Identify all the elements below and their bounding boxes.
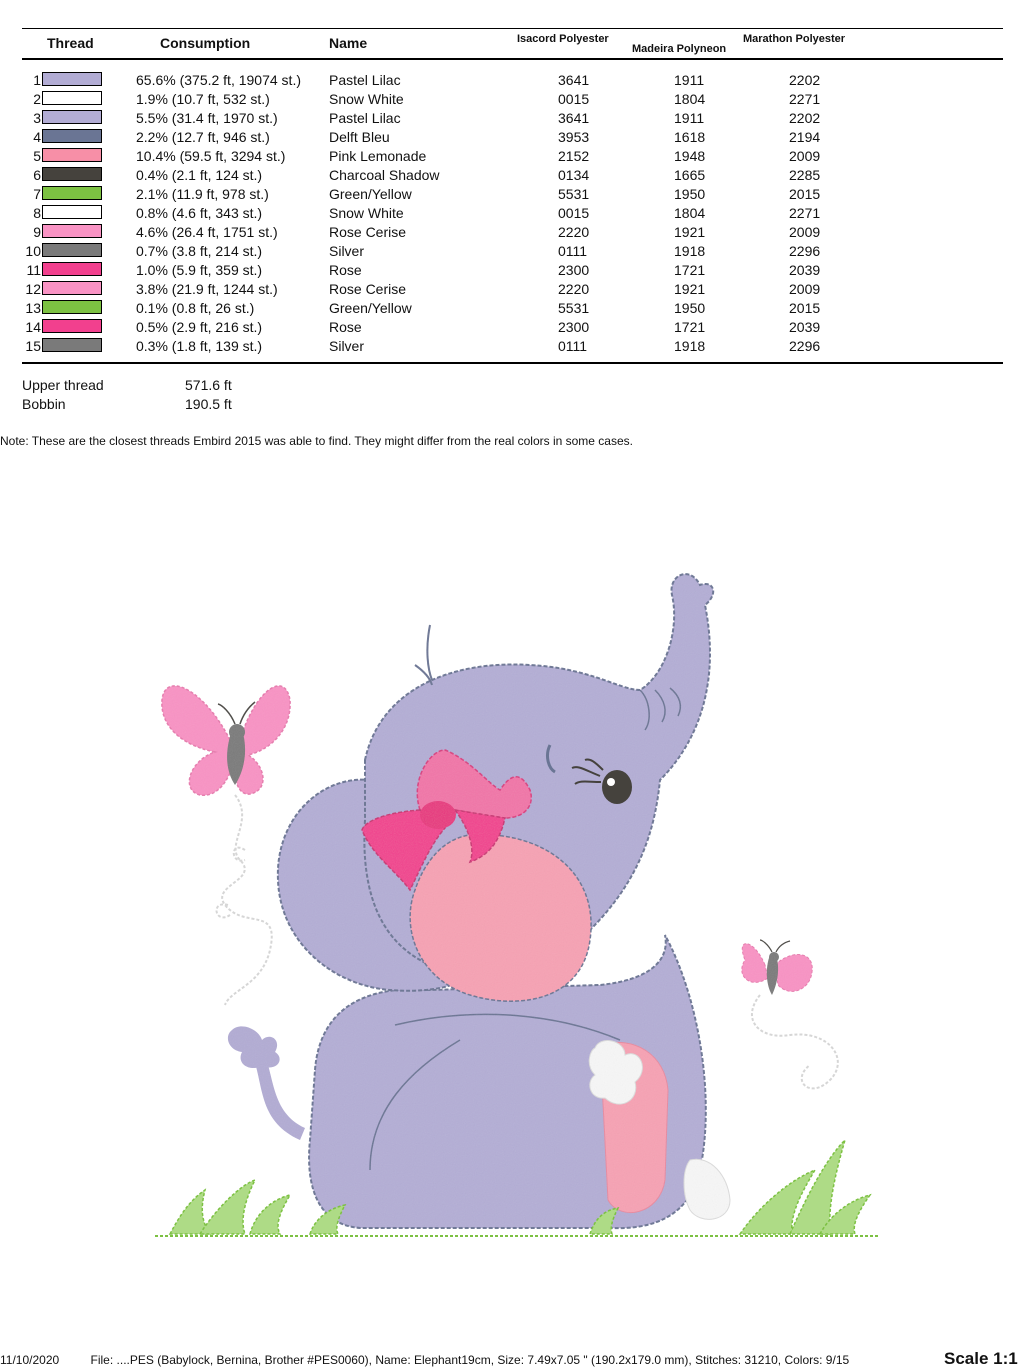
thread-color-swatch [42,262,102,276]
thread-number: 10 [25,243,41,259]
thread-consumption: 0.4% (2.1 ft, 124 st.) [136,167,263,183]
thread-consumption: 3.8% (21.9 ft, 1244 st.) [136,281,278,297]
table-row [22,89,1003,108]
thread-name: Snow White [329,205,404,221]
table-row [22,203,1003,222]
thread-name: Rose [329,319,362,335]
table-row [22,70,1003,89]
marathon-code: 2009 [789,224,821,240]
marathon-code: 2296 [789,338,821,354]
thread-color-swatch [42,300,102,314]
marathon-code: 2009 [789,148,821,164]
thread-name: Rose Cerise [329,281,407,297]
thread-number: 7 [33,186,41,202]
butterfly-right [742,940,812,995]
thread-consumption: 0.5% (2.9 ft, 216 st.) [136,319,263,335]
madeira-code: 1911 [674,110,705,126]
thread-number: 5 [33,148,41,164]
thread-color-swatch [42,167,102,181]
thread-consumption: 4.6% (26.4 ft, 1751 st.) [136,224,278,240]
madeira-code: 1618 [674,129,706,145]
marathon-code: 2285 [789,167,821,183]
marathon-code: 2296 [789,243,821,259]
butterfly-trail-left [216,795,271,1005]
isacord-code: 5531 [558,186,590,202]
col-header-marathon: Marathon Polyester [743,33,846,45]
upper-thread-label: Upper thread [22,377,104,393]
madeira-code: 1665 [674,167,706,183]
thread-number: 9 [33,224,41,240]
thread-color-swatch [42,205,102,219]
thread-color-swatch [42,129,102,143]
isacord-code: 0111 [558,243,588,259]
thread-consumption: 0.3% (1.8 ft, 139 st.) [136,338,263,354]
thread-number: 2 [33,91,41,107]
isacord-code: 3641 [558,72,590,88]
marathon-code: 2194 [789,129,821,145]
thread-color-swatch [42,110,102,124]
madeira-code: 1921 [674,281,706,297]
thread-name: Snow White [329,91,404,107]
isacord-code: 0111 [558,338,588,354]
thread-number: 12 [25,281,41,297]
table-row [22,127,1003,146]
bobbin-value: 190.5 ft [185,396,232,412]
isacord-code: 5531 [558,300,590,316]
madeira-code: 1804 [674,91,706,107]
thread-color-swatch [42,338,102,352]
col-header-consumption: Consumption [160,35,251,51]
footer-info [0,1353,849,1367]
marathon-code: 2039 [789,262,821,278]
thread-table [22,70,1003,355]
thread-consumption: 0.1% (0.8 ft, 26 st.) [136,300,255,316]
madeira-code: 1948 [674,148,706,164]
madeira-code: 1950 [674,186,706,202]
thread-color-swatch [42,319,102,333]
thread-number: 8 [33,205,41,221]
table-row [22,222,1003,241]
isacord-code: 2220 [558,281,590,297]
thread-name: Silver [329,243,365,259]
thread-number: 4 [33,129,41,145]
thread-color-swatch [42,91,102,105]
thread-color-swatch [42,281,102,295]
thread-name: Rose Cerise [329,224,407,240]
marathon-code: 2271 [789,205,821,221]
thread-consumption: 65.6% (375.2 ft, 19074 st.) [136,72,301,88]
marathon-code: 2009 [789,281,821,297]
thread-number: 13 [25,300,41,316]
butterfly-trail-right [752,995,838,1088]
isacord-code: 0015 [558,205,590,221]
thread-number: 11 [26,262,41,278]
thread-consumption: 1.9% (10.7 ft, 532 st.) [136,91,270,107]
table-row [22,317,1003,336]
thread-color-swatch [42,72,102,86]
thread-consumption: 0.7% (3.8 ft, 214 st.) [136,243,263,259]
thread-name: Delft Bleu [329,129,390,145]
thread-number: 3 [33,110,41,126]
bobbin-label: Bobbin [22,396,66,412]
col-header-name: Name [329,35,368,51]
thread-color-swatch [42,224,102,238]
madeira-code: 1918 [674,338,706,354]
isacord-code: 2300 [558,319,590,335]
thread-number: 15 [25,338,41,354]
madeira-code: 1721 [674,262,706,278]
madeira-code: 1804 [674,205,706,221]
table-row [22,184,1003,203]
isacord-code: 0015 [558,91,590,107]
thread-note: Note: These are the closest threads Embird 2015 was able to find. They might differ from the real colors in some cases. [0,434,633,448]
isacord-code: 3641 [558,110,590,126]
thread-color-swatch [42,148,102,162]
marathon-code: 2015 [789,186,821,202]
thread-number: 6 [33,167,41,183]
marathon-code: 2271 [789,91,821,107]
foot-pads [589,1041,730,1220]
isacord-code: 2152 [558,148,590,164]
col-header-thread: Thread [47,35,94,51]
upper-thread-value: 571.6 ft [185,377,232,393]
thread-consumption: 1.0% (5.9 ft, 359 st.) [136,262,263,278]
isacord-code: 0134 [558,167,590,183]
madeira-code: 1918 [674,243,706,259]
table-row [22,336,1003,355]
bottom-rule [22,362,1003,364]
table-row [22,108,1003,127]
thread-number: 1 [33,72,41,88]
isacord-code: 2300 [558,262,590,278]
thread-consumption: 5.5% (31.4 ft, 1970 st.) [136,110,278,126]
top-rule [22,28,1003,29]
thread-consumption: 2.2% (12.7 ft, 946 st.) [136,129,270,145]
footer-date: 11/10/2020 [0,1353,60,1367]
header-rule [22,58,1003,60]
col-header-isacord: Isacord Polyester [517,33,609,45]
thread-consumption: 2.1% (11.9 ft, 978 st.) [136,186,269,202]
thread-name: Green/Yellow [329,186,412,202]
isacord-code: 2220 [558,224,590,240]
footer-file-info: File: ....PES (Babylock, Bernina, Brother #PES0060), Name: Elephant19cm, Size: 7.49x7.05 " (190.2x179.0 mm), Stitches: 31210, Colors: 9/15 [90,1353,850,1367]
marathon-code: 2202 [789,72,821,88]
thread-color-swatch [42,186,102,200]
table-row [22,241,1003,260]
madeira-code: 1911 [674,72,705,88]
table-row [22,165,1003,184]
thread-consumption: 0.8% (4.6 ft, 343 st.) [136,205,263,221]
madeira-code: 1950 [674,300,706,316]
thread-name: Pink Lemonade [329,148,427,164]
marathon-code: 2202 [789,110,821,126]
thread-color-swatch [42,243,102,257]
thread-name: Green/Yellow [329,300,412,316]
table-row [22,146,1003,165]
thread-name: Rose [329,262,362,278]
isacord-code: 3953 [558,129,590,145]
madeira-code: 1721 [674,319,706,335]
thread-name: Silver [329,338,365,354]
thread-consumption: 10.4% (59.5 ft, 3294 st.) [136,148,286,164]
tail [228,1026,305,1140]
table-row [22,279,1003,298]
thread-name: Pastel Lilac [329,110,401,126]
thread-name: Charcoal Shadow [329,167,440,183]
thread-name: Pastel Lilac [329,72,401,88]
col-header-madeira: Madeira Polyneon [632,43,727,55]
marathon-code: 2015 [789,300,821,316]
marathon-code: 2039 [789,319,821,335]
table-row [22,260,1003,279]
scale-label: Scale 1:1 [944,1349,1018,1368]
butterfly-left [162,686,290,795]
table-row [22,298,1003,317]
thread-number: 14 [25,319,41,335]
elephant-embroidery-preview [150,555,880,1245]
madeira-code: 1921 [674,224,706,240]
